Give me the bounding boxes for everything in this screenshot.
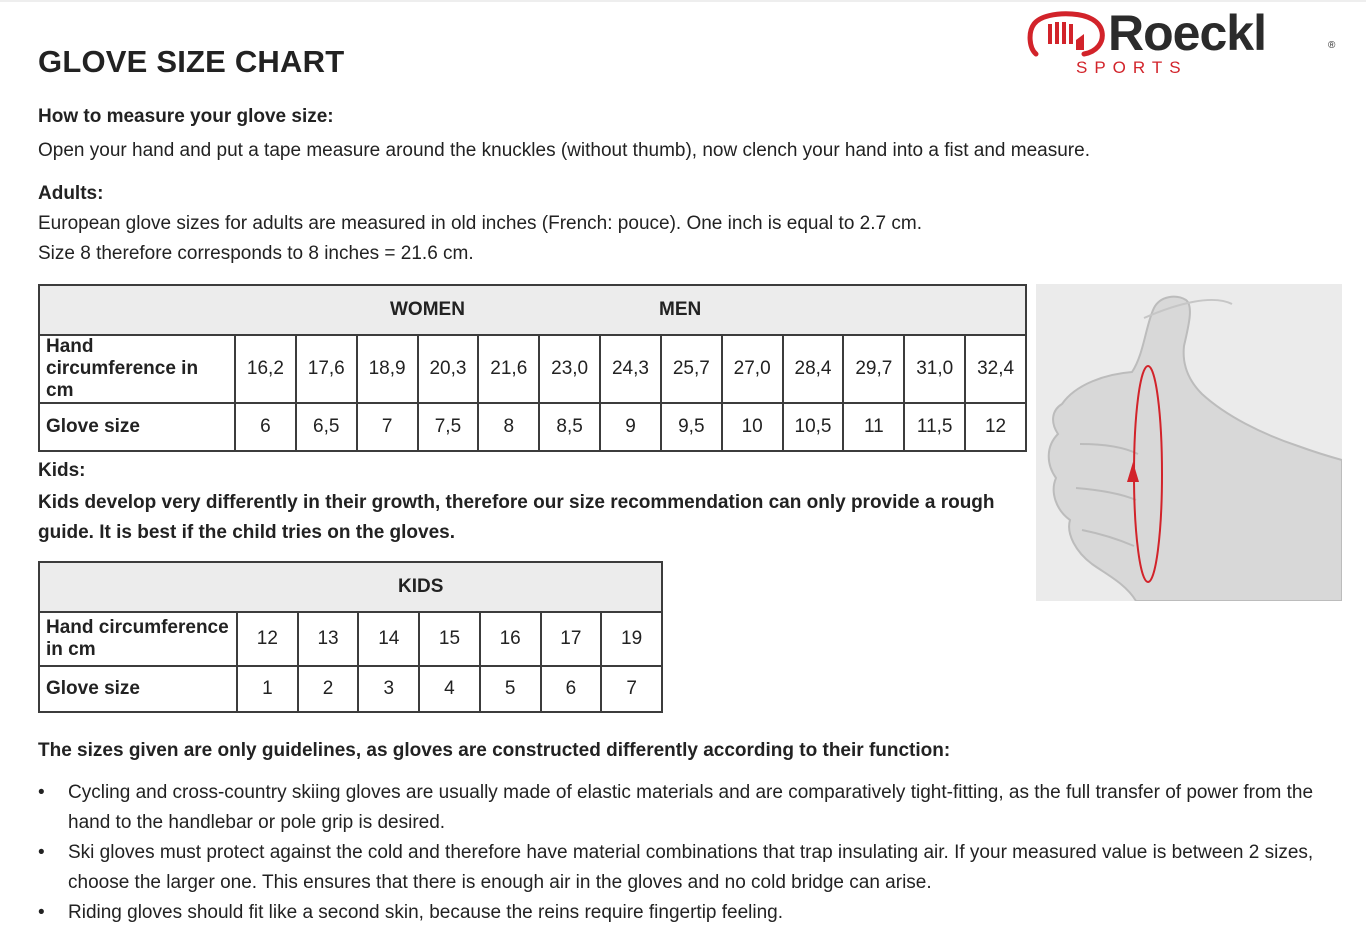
- glove-size-cell: 6,5: [296, 403, 357, 451]
- note-item: [38, 778, 1338, 838]
- circumference-cell: 32,4: [965, 335, 1026, 403]
- circumference-cell: 31,0: [904, 335, 965, 403]
- circumference-cell: 16,2: [235, 335, 296, 403]
- kids-label: KIDS: [398, 576, 444, 597]
- circumference-cell: 27,0: [722, 335, 783, 403]
- kids-circumference-cell: 14: [358, 612, 419, 666]
- circumference-cell: 28,4: [783, 335, 844, 403]
- adults-heading: Adults:: [38, 183, 104, 204]
- bullet-icon: •: [38, 842, 45, 863]
- circumference-cell: 20,3: [418, 335, 479, 403]
- circumference-cell: 29,7: [843, 335, 904, 403]
- adult-size-table: [38, 284, 1027, 452]
- circumference-cell: 18,9: [357, 335, 418, 403]
- note-text: Cycling and cross-country skiing gloves are usually made of elastic materials and are comparatively tight-fitting, as the full transfer of power from the hand to the handlebar or pole grip is desired.: [68, 782, 1314, 833]
- kids-glove-size-cell: 2: [298, 666, 359, 712]
- kids-table-header: [39, 562, 662, 612]
- top-rule: [0, 0, 1366, 2]
- adult-table-header: [39, 285, 1026, 335]
- kids-text: Kids develop very differently in their growth, therefore our size recommendation can only provide a rough guide. It is best if the child tries on the gloves.: [38, 492, 995, 543]
- circumference-cell: 24,3: [600, 335, 661, 403]
- glove-size-cell: 7,5: [418, 403, 479, 451]
- kids-heading: Kids:: [38, 460, 86, 481]
- glove-size-cell: 9: [600, 403, 661, 451]
- kids-row-label-circumference: Hand circumference in cm: [39, 612, 237, 666]
- note-item: [38, 898, 1338, 928]
- kids-size-table: [38, 561, 663, 713]
- note-text: Riding gloves should fit like a second skin, because the reins require fingertip feeling.: [68, 902, 784, 923]
- glove-size-cell: 8,5: [539, 403, 600, 451]
- logo-wordmark: Roeckl: [1108, 5, 1266, 61]
- kids-circumference-cell: 16: [480, 612, 541, 666]
- logo-registered-mark: ®: [1328, 40, 1336, 51]
- kids-glove-size-cell: 5: [480, 666, 541, 712]
- note-text: Ski gloves must protect against the cold and therefore have material combinations that trap insulating air. If your measured value is between 2 sizes, choose the larger one. This ensures that there is enough air in the gloves and no cold bridge can arise.: [68, 842, 1314, 893]
- logo-subtitle: SPORTS: [1076, 58, 1188, 77]
- bullet-icon: •: [38, 902, 45, 923]
- kids-glove-size-cell: 3: [358, 666, 419, 712]
- brand-logo: [1026, 5, 1346, 80]
- glove-size-cell: 11: [843, 403, 904, 451]
- circumference-cell: 21,6: [478, 335, 539, 403]
- adults-line-1: European glove sizes for adults are measured in old inches (French: pouce). One inch is equal to 2.7 cm.: [38, 213, 922, 234]
- kids-glove-size-cell: 4: [419, 666, 480, 712]
- hand-illustration: [1036, 284, 1342, 601]
- row-label-circumference: Hand circumference in cm: [39, 335, 235, 403]
- kids-row-label-glove-size: Glove size: [39, 666, 237, 712]
- kids-circumference-cell: 19: [601, 612, 662, 666]
- kids-glove-size-cell: 6: [541, 666, 602, 712]
- circumference-cell: 17,6: [296, 335, 357, 403]
- kids-glove-size-cell: 1: [237, 666, 298, 712]
- glove-size-cell: 6: [235, 403, 296, 451]
- glove-size-cell: 10: [722, 403, 783, 451]
- row-label-glove-size: Glove size: [39, 403, 235, 451]
- measure-heading: How to measure your glove size:: [38, 106, 334, 127]
- women-label: WOMEN: [390, 299, 465, 320]
- kids-circumference-cell: 17: [541, 612, 602, 666]
- glove-size-cell: 8: [478, 403, 539, 451]
- notes-heading: The sizes given are only guidelines, as gloves are constructed differently according to their function:: [38, 740, 951, 761]
- adults-line-2: Size 8 therefore corresponds to 8 inches = 21.6 cm.: [38, 243, 474, 264]
- page-title: GLOVE SIZE CHART: [38, 44, 345, 79]
- glove-size-cell: 12: [965, 403, 1026, 451]
- glove-size-cell: 9,5: [661, 403, 722, 451]
- kids-glove-size-cell: 7: [601, 666, 662, 712]
- kids-circumference-cell: 13: [298, 612, 359, 666]
- glove-size-cell: 10,5: [783, 403, 844, 451]
- men-label: MEN: [659, 299, 702, 320]
- measure-text: Open your hand and put a tape measure around the knuckles (without thumb), now clench your hand into a fist and measure.: [38, 140, 1090, 161]
- hand-measurement-icon: [1036, 284, 1342, 601]
- kids-circumference-cell: 15: [419, 612, 480, 666]
- circumference-cell: 23,0: [539, 335, 600, 403]
- roeckl-hand-logo-icon: [1026, 10, 1106, 60]
- notes-list: [38, 778, 1338, 928]
- bullet-icon: •: [38, 782, 45, 803]
- circumference-cell: 25,7: [661, 335, 722, 403]
- kids-circumference-cell: 12: [237, 612, 298, 666]
- glove-size-cell: 11,5: [904, 403, 965, 451]
- note-item: [38, 838, 1338, 898]
- glove-size-cell: 7: [357, 403, 418, 451]
